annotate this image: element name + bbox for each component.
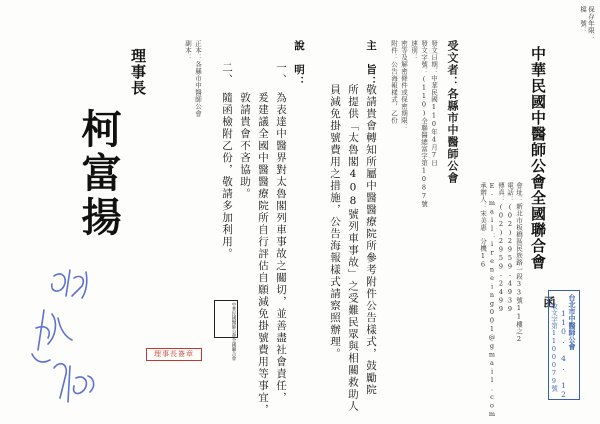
document-type: 函 [542,296,556,308]
attachment-label: 附件：公告海報樣式，乙份 [390,40,398,124]
receipt-stamp-number: 收文字第1100079號 [550,303,558,392]
receipt-stamp-date: 110. 4. 12 [559,309,568,399]
file-number-label: 檔 號： [579,6,587,34]
recipient-label: 受文者： [446,40,459,88]
letterhead-org: 中華民國中醫師公會全國聯合會 [529,46,547,270]
subject-label: 主 旨： [365,40,377,88]
subject-line-3: 員減免掛號費用之措施，公告海報樣式請察照辦理。 [329,84,341,360]
handwriting-mark-3 [54,364,94,402]
retention-label: 保存年限： [587,6,595,41]
security-label: 密等及解密條件或保密期限： [400,40,408,131]
receipt-stamp [548,290,580,400]
subject-line-2: 所提供「太魯閣408號列車事故」之受難民眾與相關救助人 [347,84,359,413]
handwriting-mark-2 [32,310,72,362]
handwriting-mark-1 [52,270,87,298]
seal-box [214,300,238,361]
speed-label: 速別： [410,40,418,61]
chairman-name: 柯富揚 [75,108,122,240]
red-approval-stamp-text: 理事長簽章 [154,350,194,358]
explanation-item1-line-2: 爰建議全國中醫醫療院所自行評估自願減免掛號費用等事宜， [257,92,269,416]
contact-fax: 傳真：(02)2959-2499 [497,182,505,314]
handwritten-annotations [14,258,134,418]
distribution-main: 正本：各縣市中醫師公會 [194,40,202,117]
contact-phone: 電話：(02)2959-4939 [506,182,514,314]
contact-person: 承辦人：宋美惠 分機16 [479,182,487,269]
recipient-name: 各縣市中醫師公會 [446,88,459,184]
subject-line-1: 敬請貴會轉知所屬中醫醫療院所參考附件公告樣式，鼓勵院 [365,84,377,396]
seal-box-text: 中華民國醫師公會全國聯合會 [231,302,236,361]
red-approval-stamp [146,348,202,361]
receipt-stamp-org: 台北市中醫師公會 [568,294,577,350]
explanation-item1-label: 一、 [275,62,287,86]
explanation-item1-line-1: 為表達中醫界對太魯閣列車事故之關切，並善盡社會責任， [275,92,287,404]
chairman-title: 理事長 [129,48,147,96]
explanation-item2-label: 二、 [221,62,233,86]
contact-email: E-mail：ireneing001@gmail.com [488,182,496,419]
recipient [444,40,460,184]
issue-date: 發文日期：中華民國110年4月7日 [430,40,438,167]
explanation-label: 說 明： [293,40,305,88]
contact-address: 會址：新北市板橋區民族路一段33號11樓之2 [515,182,523,344]
explanation-item2-line-1: 隨函檢附乙份，敬請多加利用。 [221,92,233,260]
issue-number: 發文字號：(110)全聯醫總富字第1087號 [420,40,428,208]
explanation-item1-line-3: 敦請貴會不吝協助。 [239,92,251,200]
distribution-copy: 副本： [184,40,192,61]
